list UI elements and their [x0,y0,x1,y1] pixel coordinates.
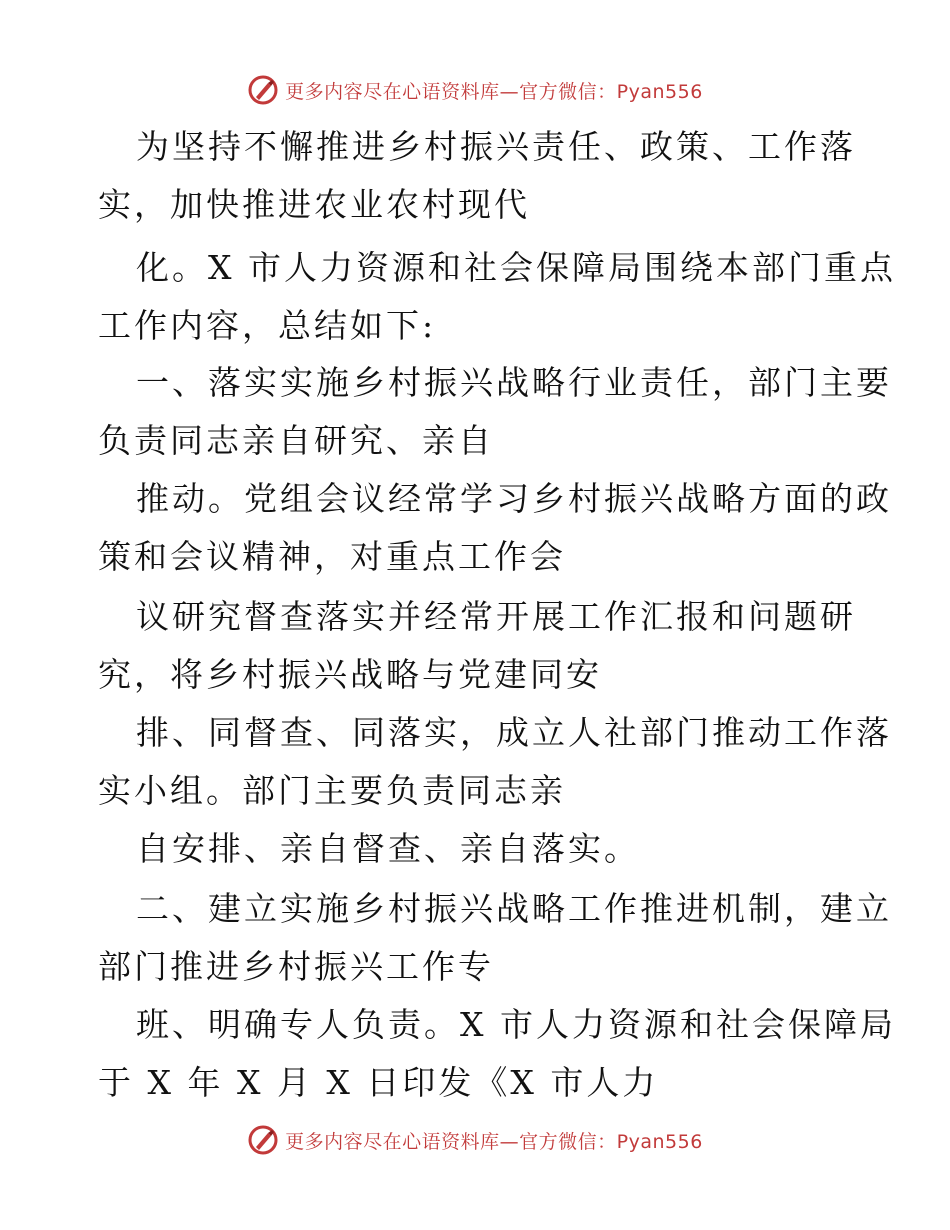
text-line: 部门推进乡村振兴工作专 [98,947,494,986]
pen-logo-icon [247,1124,279,1156]
watermark-text: 更多内容尽在心语资料库—官方微信： [285,80,617,103]
text-line: 负责同志亲自研究、亲自 [98,421,494,460]
text-line: 究，将乡村振兴战略与党建同安 [98,655,602,694]
footer-watermark [0,1120,950,1160]
text-line: 实小组。部门主要负责同志亲 [98,771,566,810]
text-line: 二、建立实施乡村振兴战略工作推进机制，建立 [136,889,892,928]
text-line: 推动。党组会议经常学习乡村振兴战略方面的政 [136,479,892,518]
pen-logo-icon [247,74,279,106]
text-line: 自安排、亲自督查、亲自落实。 [136,829,640,868]
text-line: 班、明确专人负责。X 市人力资源和社会保障局 [136,1005,896,1044]
text-line: 为坚持不懈推进乡村振兴责任、政策、工作落 [136,127,856,166]
watermark-contact: Pyan556 [616,1130,703,1153]
text-line: 于 X 年 X 月 X 日印发《X 市人力 [98,1063,659,1102]
header-watermark [0,70,950,110]
text-line: 工作内容，总结如下: [98,306,437,345]
text-line: 一、落实实施乡村振兴战略行业责任，部门主要 [136,363,892,402]
text-line: 化。X 市人力资源和社会保障局围绕本部门重点 [136,248,896,287]
watermark-contact: Pyan556 [616,80,703,103]
text-line: 策和会议精神，对重点工作会 [98,537,566,576]
text-line: 排、同督查、同落实，成立人社部门推动工作落 [136,713,892,752]
text-line: 实，加快推进农业农村现代 [98,185,530,224]
text-line: 议研究督查落实并经常开展工作汇报和问题研 [136,597,856,636]
watermark-label [285,1127,703,1154]
watermark-label [285,77,703,104]
watermark-text: 更多内容尽在心语资料库—官方微信： [285,1130,617,1153]
